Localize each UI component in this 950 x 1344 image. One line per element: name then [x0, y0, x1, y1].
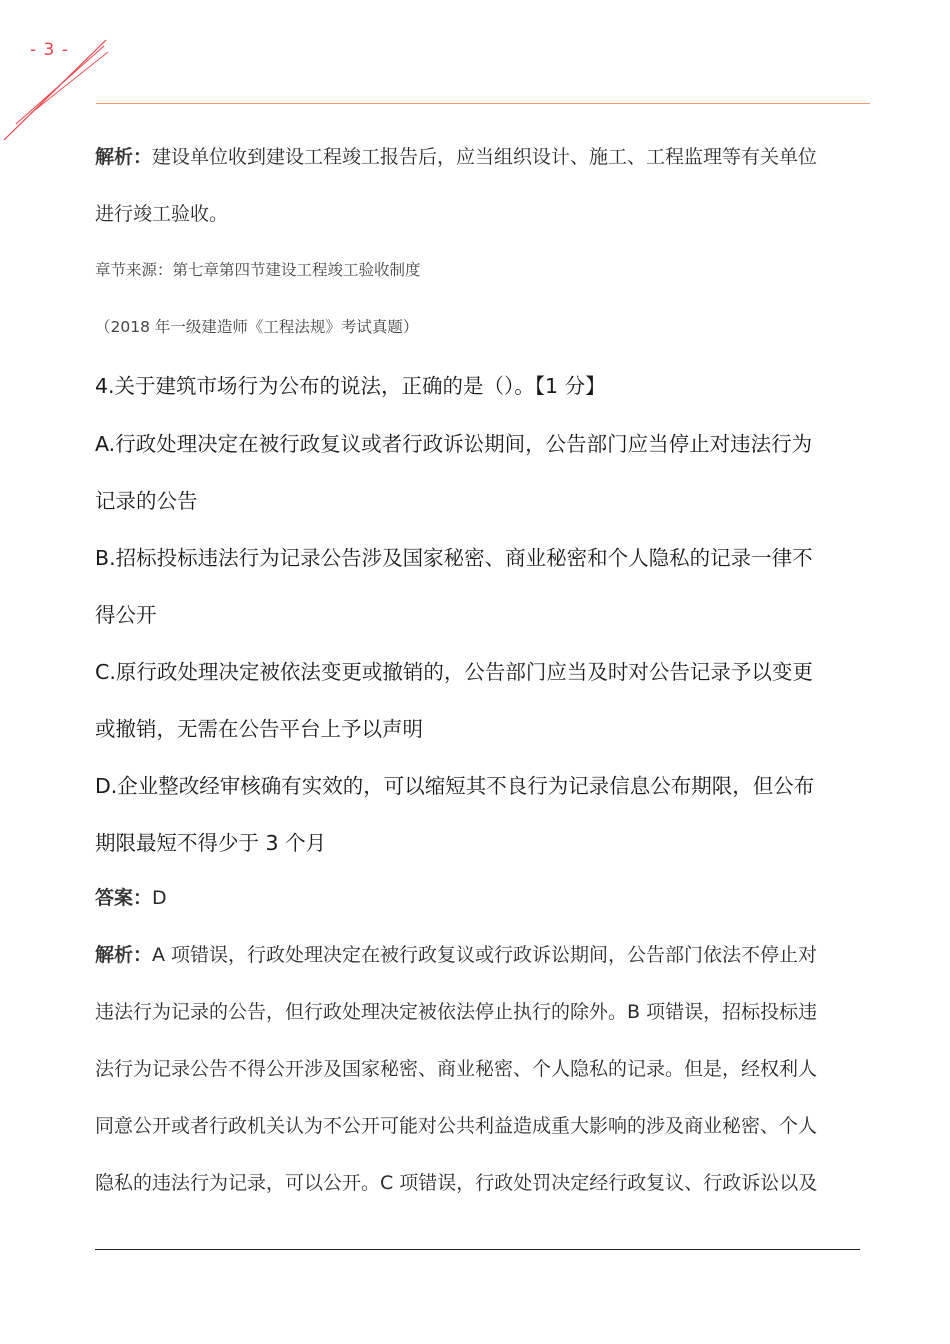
analysis-paragraph	[95, 142, 817, 169]
question-stem: 4.关于建筑市场行为公布的说法，正确的是（）。【1 分】	[95, 374, 606, 398]
analysis-text-line: 进行竣工验收。	[95, 203, 229, 225]
answer	[95, 883, 167, 910]
explanation-line5: 隐私的违法行为记录，可以公开。C 项错误，行政处罚决定经行政复议、行政诉讼以及	[95, 1172, 818, 1194]
option-d-line2: 期限最短不得少于 3 个月	[95, 831, 327, 855]
chapter-source: 章节来源：第七章第四节建设工程竣工验收制度	[95, 261, 421, 279]
option-c-line1: C.原行政处理决定被依法变更或撤销的，公告部门应当及时对公告记录予以变更	[95, 660, 813, 684]
exam-source: （2018 年一级建造师《工程法规》考试真题）	[95, 318, 419, 336]
option-b-line2: 得公开	[95, 603, 157, 627]
footer-divider	[95, 1249, 860, 1250]
header-divider	[96, 103, 870, 104]
explanation-label: 解析：	[95, 944, 153, 966]
option-a-line1: A.行政处理决定在被行政复议或者行政诉讼期间，公告部门应当停止对违法行为	[95, 432, 813, 456]
option-b-line1: B.招标投标违法行为记录公告涉及国家秘密、商业秘密和个人隐私的记录一律不	[95, 546, 813, 570]
answer-label: 答案：	[95, 887, 153, 909]
option-a-line2: 记录的公告	[95, 489, 198, 513]
explanation-line3: 法行为记录公告不得公开涉及国家秘密、商业秘密、个人隐私的记录。但是，经权利人	[95, 1058, 818, 1080]
analysis-text: 建设单位收到建设工程竣工报告后，应当组织设计、施工、工程监理等有关单位	[152, 146, 818, 168]
analysis-label: 解析：	[95, 146, 153, 168]
corner-decoration	[0, 0, 120, 150]
answer-value: D	[152, 887, 167, 909]
explanation-line4: 同意公开或者行政机关认为不公开可能对公共利益造成重大影响的涉及商业秘密、个人	[95, 1115, 818, 1137]
explanation-line2: 违法行为记录的公告，但行政处理决定被依法停止执行的除外。B 项错误，招标投标违	[95, 1001, 818, 1023]
page-number: - 3 -	[30, 40, 69, 60]
option-d-line1: D.企业整改经审核确有实效的，可以缩短其不良行为记录信息公布期限，但公布	[95, 774, 815, 798]
explanation-text: A 项错误，行政处理决定在被行政复议或行政诉讼期间，公告部门依法不停止对	[152, 944, 818, 966]
explanation-line1	[95, 940, 817, 967]
option-c-line2: 或撤销，无需在公告平台上予以声明	[95, 717, 423, 741]
